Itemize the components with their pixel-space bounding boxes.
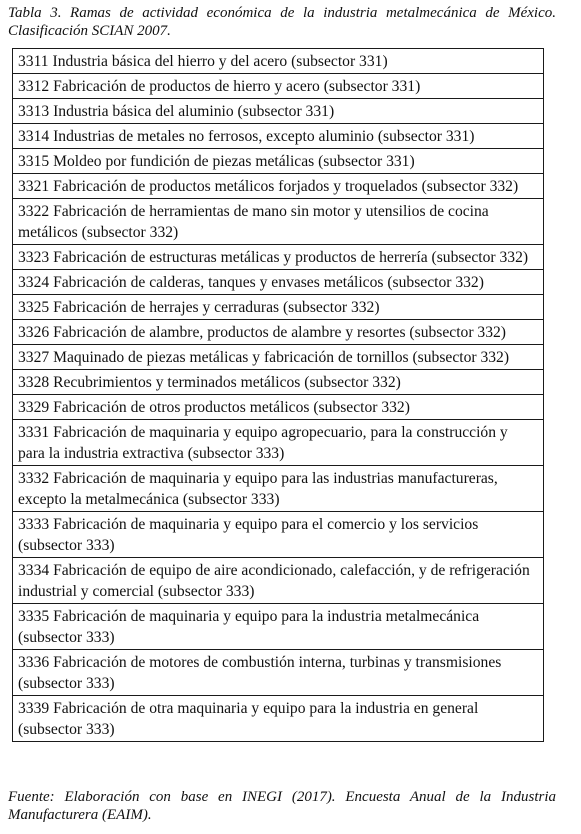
table-row: 3329 Fabricación de otros productos metálicos (subsector 332) — [13, 394, 543, 419]
table-row: 3321 Fabricación de productos metálicos forjados y troquelados (subsector 332) — [13, 173, 543, 198]
table-row: 3323 Fabricación de estructuras metálicas y productos de herrería (subsector 332) — [13, 244, 543, 269]
industry-branches-table — [12, 48, 544, 742]
table-row: 3333 Fabricación de maquinaria y equipo para el comercio y los servicios (subsector 333) — [13, 511, 543, 557]
table-row: 3331 Fabricación de maquinaria y equipo agropecuario, para la construcción y para la industria extractiva (subsector 333) — [13, 419, 543, 465]
table-caption: Tabla 3. Ramas de actividad económica de la industria metalmecánica de México. Clasificación SCIAN 2007. — [8, 5, 556, 39]
table-row: 3322 Fabricación de herramientas de mano sin motor y utensilios de cocina metálicos (subsector 332) — [13, 198, 543, 244]
table-row: 3332 Fabricación de maquinaria y equipo para las industrias manufactureras, excepto la metalmecánica (subsector 333) — [13, 465, 543, 511]
table-row: 3312 Fabricación de productos de hierro y acero (subsector 331) — [13, 73, 543, 98]
table-row: 3327 Maquinado de piezas metálicas y fabricación de tornillos (subsector 332) — [13, 344, 543, 369]
table-row: 3326 Fabricación de alambre, productos de alambre y resortes (subsector 332) — [13, 319, 543, 344]
table-row: 3315 Moldeo por fundición de piezas metálicas (subsector 331) — [13, 148, 543, 173]
table-row: 3336 Fabricación de motores de combustión interna, turbinas y transmisiones (subsector 333) — [13, 649, 543, 695]
table-row: 3325 Fabricación de herrajes y cerraduras (subsector 332) — [13, 294, 543, 319]
table-row: 3339 Fabricación de otra maquinaria y equipo para la industria en general (subsector 333) — [13, 695, 543, 741]
source-note: Fuente: Elaboración con base en INEGI (2017). Encuesta Anual de la Industria Manufacturera (EAIM). — [8, 789, 556, 823]
table-row: 3311 Industria básica del hierro y del acero (subsector 331) — [18, 53, 388, 70]
table-row: 3324 Fabricación de calderas, tanques y envases metálicos (subsector 332) — [13, 269, 543, 294]
table-row: 3334 Fabricación de equipo de aire acondicionado, calefacción, y de refrigeración industrial y comercial (subsector 333) — [13, 557, 543, 603]
table-row: 3313 Industria básica del aluminio (subsector 331) — [13, 98, 543, 123]
table-row: 3328 Recubrimientos y terminados metálicos (subsector 332) — [13, 369, 543, 394]
table-row: 3335 Fabricación de maquinaria y equipo para la industria metalmecánica (subsector 333) — [13, 603, 543, 649]
table-row: 3314 Industrias de metales no ferrosos, excepto aluminio (subsector 331) — [13, 123, 543, 148]
